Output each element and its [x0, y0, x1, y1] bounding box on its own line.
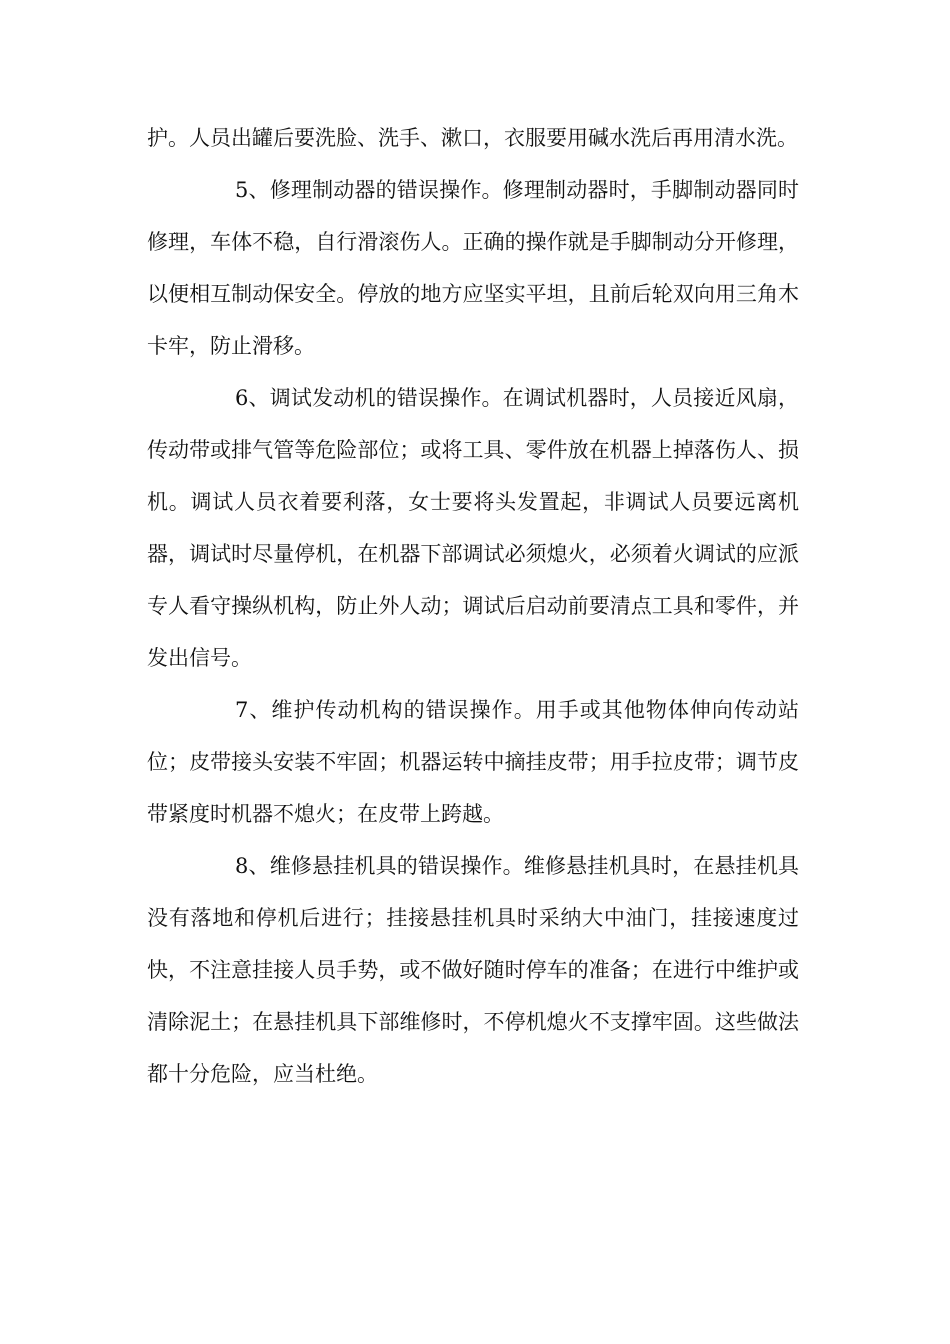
- paragraph-item-5: 5、修理制动器的错误操作。修理制动器时，手脚制动器同时修理，车体不稳，自行滑滚伤人。正确的操作就是手脚制动分开修理，以便相互制动保安全。停放的地方应坚实平坦，且前后轮双向用三角木卡牢，防止滑移。: [147, 178, 799, 358]
- paragraph-item-8: 8、维修悬挂机具的错误操作。维修悬挂机具时，在悬挂机具没有落地和停机后进行；挂接悬挂机具时采纳大中油门，挂接速度过快，不注意挂接人员手势，或不做好随时停车的准备；在进行中维护或清除泥土；在悬挂机具下部维修时，不停机熄火不支撑牢固。这些做法都十分危险，应当杜绝。: [147, 854, 799, 1086]
- document-body: [147, 112, 799, 1100]
- paragraph-item-6: 6、调试发动机的错误操作。在调试机器时，人员接近风扇，传动带或排气管等危险部位；或将工具、零件放在机器上掉落伤人、损机。调试人员衣着要利落，女士要将头发置起，非调试人员要远离机器，调试时尽量停机，在机器下部调试必须熄火，必须着火调试的应派专人看守操纵机构，防止外人动；调试后启动前要清点工具和零件，并发出信号。: [147, 386, 799, 670]
- paragraph-continuation: 护。人员出罐后要洗脸、洗手、漱口，衣服要用碱水洗后再用清水洗。: [147, 126, 798, 150]
- paragraph-item-7: 7、维护传动机构的错误操作。用手或其他物体伸向传动站位；皮带接头安装不牢固；机器运转中摘挂皮带；用手拉皮带；调节皮带紧度时机器不熄火；在皮带上跨越。: [147, 698, 799, 826]
